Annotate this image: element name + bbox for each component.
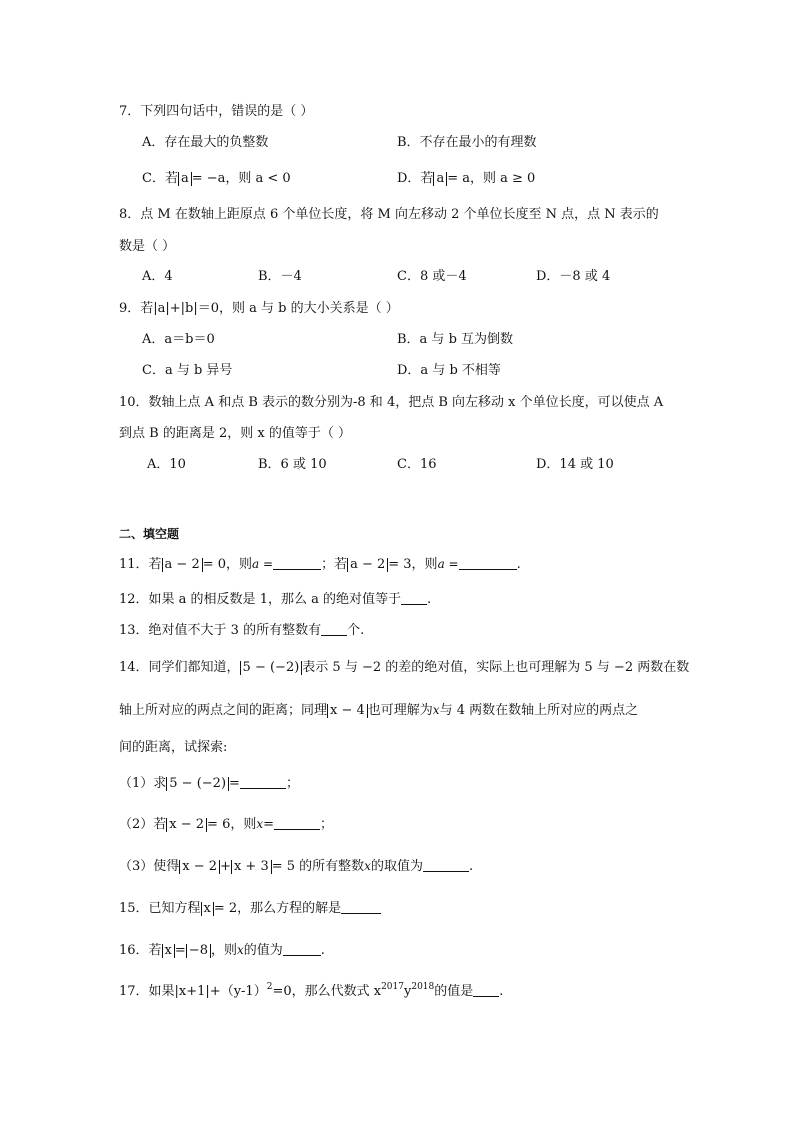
q11-part2: = 0，则 [202, 557, 253, 572]
q15-prefix: 15．已知方程 [119, 901, 201, 916]
q9-option-d: D．a 与 b 不相等 [397, 363, 501, 378]
q10-option-b: B．6 或 10 [258, 457, 327, 472]
q14-s1-eq: = [229, 776, 240, 791]
q17-line [119, 983, 503, 1001]
q14-sub2 [119, 815, 333, 834]
q14-s3-mid: = 5 的所有整数 [271, 859, 365, 874]
q16-prefix: 16．若 [119, 943, 162, 958]
q16-abs1: x [162, 944, 175, 958]
q16-line [119, 941, 325, 960]
q11-var1: a = [252, 557, 274, 571]
q17-prefix: 17．如果|x+1|+（y-1） [119, 984, 267, 999]
q14-s3-var: x [364, 859, 371, 873]
q15-abs: x [201, 902, 214, 916]
q14-s3-abs1: x − 2 [179, 860, 220, 874]
q14-line3: 间的距离，试探索: [119, 740, 228, 755]
q14-l1-abs: 5 − (−2) [240, 661, 303, 675]
q14-l2-var: x [432, 703, 440, 717]
q7-option-a: A．存在最大的负整数 [142, 135, 269, 150]
q11-part1: 11．若 [119, 557, 162, 572]
q8-option-d: D．－8 或 4 [536, 269, 611, 284]
q14-l2-suffix: 与 4 两数在数轴上所对应的两点之 [439, 703, 639, 718]
q14-s2-eq: = [263, 817, 275, 832]
q7-option-d [397, 170, 535, 188]
q14-s2-abs: x − 2 [166, 818, 207, 832]
q11-part4: = 3，则 [388, 557, 438, 572]
q7-option-b: B．不存在最小的有理数 [397, 135, 537, 150]
q17-post: 的值是 [434, 984, 474, 999]
q14-l2-prefix: 轴上所对应的两点之间的距离；同理 [119, 703, 328, 718]
q11-abs2: a − 2 [347, 558, 388, 572]
q8-stem-line1: 8．点 M 在数轴上距原点 6 个单位长度，将 M 向左移动 2 个单位长度至 N 点，点 N 表示的 [119, 207, 659, 222]
q9-option-b: B．a 与 b 互为倒数 [397, 332, 514, 347]
q14-s3-post: 的取值为 [370, 859, 423, 874]
q14-s2-blank[interactable] [274, 816, 320, 830]
q14-s3-blank[interactable] [423, 858, 469, 872]
q7-option-c [142, 170, 291, 188]
q11-blank1[interactable] [273, 556, 321, 570]
section-heading-fill-in: 二、填空题 [119, 527, 180, 541]
q16-end: . [320, 943, 325, 958]
q17-end: . [499, 984, 504, 999]
q11-var2: a = [437, 557, 459, 571]
q10-option-d: D．14 或 10 [536, 457, 614, 472]
q7-c-abs: a [178, 172, 192, 186]
q14-s3-abs2: x + 3 [231, 860, 272, 874]
q17-square: 2 [266, 982, 273, 992]
q17-blank[interactable] [473, 983, 499, 997]
q14-sub1 [119, 775, 299, 793]
q12-text: 12．如果 a 的相反数是 1，那么 a 的绝对值等于 [119, 592, 401, 607]
q16-var: x [236, 943, 244, 957]
q14-s3-end: . [468, 859, 474, 874]
q13-line [119, 622, 364, 640]
q16-post2: 的值为 [243, 943, 283, 958]
q11-blank2[interactable] [459, 556, 517, 570]
q8-option-a: A．4 [142, 269, 173, 284]
q14-s3-prefix: （3）使得 [119, 859, 180, 874]
q11-line [119, 555, 521, 574]
q7-c-suffix: = −a，则 a < 0 [191, 171, 291, 186]
q10-option-c: C．16 [397, 457, 437, 472]
q9-option-c: C．a 与 b 异号 [142, 363, 233, 378]
q13-end: 个. [347, 623, 365, 638]
q11-part3: ；若 [321, 557, 348, 572]
q15-blank[interactable] [341, 900, 381, 914]
q7-d-suffix: = a，则 a ≥ 0 [447, 171, 536, 186]
q11-end: . [516, 557, 521, 572]
q17-exp1: 2017 [381, 982, 404, 992]
q13-text: 13．绝对值不大于 3 的所有整数有 [119, 623, 322, 638]
q16-abs2: −8 [186, 944, 211, 958]
q13-blank[interactable] [321, 622, 347, 636]
q8-option-b: B．－4 [258, 269, 302, 284]
q14-l1-prefix: 14．同学们都知道， [119, 660, 240, 675]
q7-stem: 7．下列四句话中，错误的是（ ） [119, 104, 314, 119]
q16-eq: = [174, 943, 186, 958]
q14-line1 [119, 659, 689, 677]
q17-y: y [403, 984, 412, 999]
q14-s3-plus: + [220, 859, 231, 874]
q14-s2-prefix: （2）若 [119, 817, 167, 832]
q9-stem: 9．若|a|+|b|＝0，则 a 与 b 的大小关系是（ ） [119, 301, 399, 316]
q7-d-abs: a [433, 172, 447, 186]
q14-s1-blank[interactable] [240, 775, 286, 789]
q10-option-a: A．10 [147, 457, 186, 472]
q14-s1-end: ； [285, 776, 299, 791]
q15-line [119, 900, 381, 918]
q9-option-a: A．a＝b＝0 [142, 332, 215, 347]
q7-d-prefix: D．若 [397, 171, 434, 186]
q14-s2-mid: = 6，则 [207, 817, 257, 832]
q7-c-prefix: C．若 [142, 171, 178, 186]
q8-stem-line2: 数是（ ） [119, 239, 176, 254]
q10-stem-line1: 10．数轴上点 A 和点 B 表示的数分别为-8 和 4，把点 B 向左移动 x 个单位长度，可以使点 A [119, 395, 664, 410]
q17-exp2: 2018 [411, 982, 435, 992]
q16-post1: ，则 [210, 943, 237, 958]
q14-l1-suffix: 表示 5 与 −2 的差的绝对值，实际上也可理解为 5 与 −2 两数在数 [302, 660, 690, 675]
q14-sub3 [119, 857, 473, 876]
q11-abs1: a − 2 [162, 558, 203, 572]
q14-line2 [119, 701, 638, 720]
q16-blank[interactable] [283, 942, 321, 956]
q14-l2-mid: 也可理解为 [367, 703, 433, 718]
q14-s2-end: ； [320, 817, 334, 832]
q15-suffix: = 2，那么方程的解是 [213, 901, 342, 916]
q14-s2-var: x [256, 817, 264, 831]
q14-s1-abs: 5 − (−2) [166, 777, 229, 791]
q14-s1-prefix: （1）求 [119, 776, 167, 791]
q10-stem-line2: 到点 B 的距离是 2，则 x 的值等于（ ） [119, 426, 351, 441]
q12-end: . [426, 592, 432, 607]
q8-option-c: C．8 或－4 [397, 269, 467, 284]
q17-mid: =0，那么代数式 x [272, 984, 382, 999]
q12-line [119, 591, 431, 609]
q12-blank[interactable] [401, 591, 427, 605]
q14-l2-abs: x − 4 [327, 704, 368, 718]
